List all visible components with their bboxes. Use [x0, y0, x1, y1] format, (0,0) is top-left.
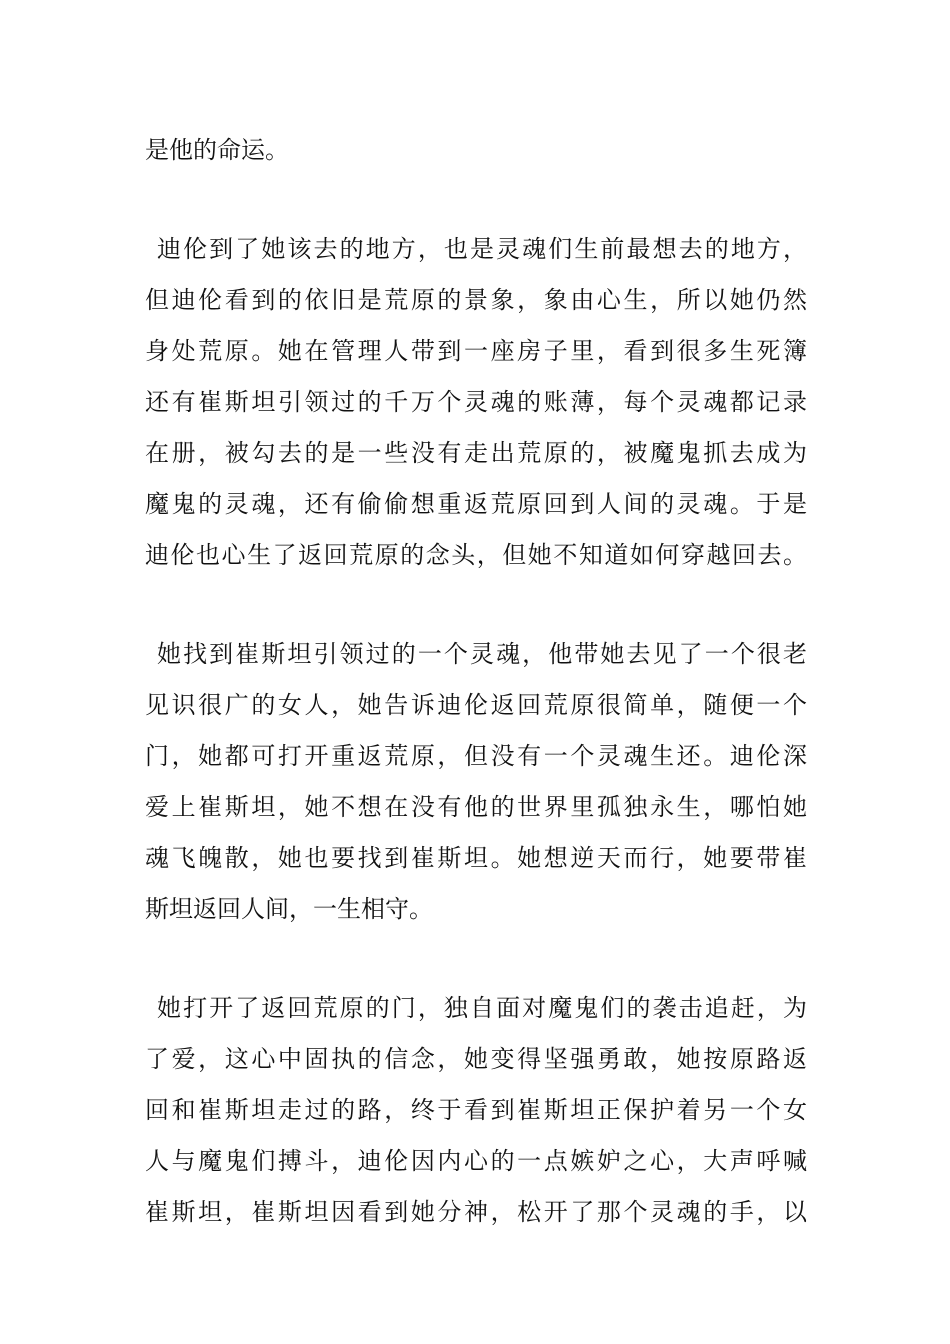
text-line: 在册，被勾去的是一些没有走出荒原的，被魔鬼抓去成为 [145, 439, 807, 467]
text-line: 迪伦也心生了返回荒原的念头，但她不知道如何穿越回去。 [145, 541, 807, 569]
text-line: 迪伦到了她该去的地方，也是灵魂们生前最想去的地方， [157, 235, 807, 263]
text-line: 但迪伦看到的依旧是荒原的景象，象由心生，所以她仍然 [145, 286, 807, 314]
text-line: 见识很广的女人，她告诉迪伦返回荒原很简单，随便一个 [145, 691, 807, 719]
text-line: 身处荒原。她在管理人带到一座房子里，看到很多生死簿 [145, 337, 807, 365]
text-line: 魔鬼的灵魂，还有偷偷想重返荒原回到人间的灵魂。于是 [145, 490, 807, 518]
text-line: 斯坦返回人间，一生相守。 [145, 895, 433, 923]
text-line: 还有崔斯坦引领过的千万个灵魂的账薄，每个灵魂都记录 [145, 388, 807, 416]
text-line: 魂飞魄散，她也要找到崔斯坦。她想逆天而行，她要带崔 [145, 844, 807, 872]
text-line: 她打开了返回荒原的门，独自面对魔鬼们的袭击追赶，为 [157, 994, 807, 1022]
text-line: 门，她都可打开重返荒原，但没有一个灵魂生还。迪伦深 [145, 742, 807, 770]
text-line: 回和崔斯坦走过的路，终于看到崔斯坦正保护着另一个女 [145, 1096, 807, 1124]
text-line: 了爱，这心中固执的信念，她变得坚强勇敢，她按原路返 [145, 1045, 807, 1073]
text-line: 人与魔鬼们搏斗，迪伦因内心的一点嫉妒之心，大声呼喊 [145, 1147, 807, 1175]
text-line: 爱上崔斯坦，她不想在没有他的世界里孤独永生，哪怕她 [145, 793, 807, 821]
text-line: 是他的命运。 [145, 136, 289, 164]
text-line: 她找到崔斯坦引领过的一个灵魂，他带她去见了一个很老 [157, 640, 807, 668]
text-line: 崔斯坦，崔斯坦因看到她分神，松开了那个灵魂的手，以 [145, 1198, 807, 1226]
